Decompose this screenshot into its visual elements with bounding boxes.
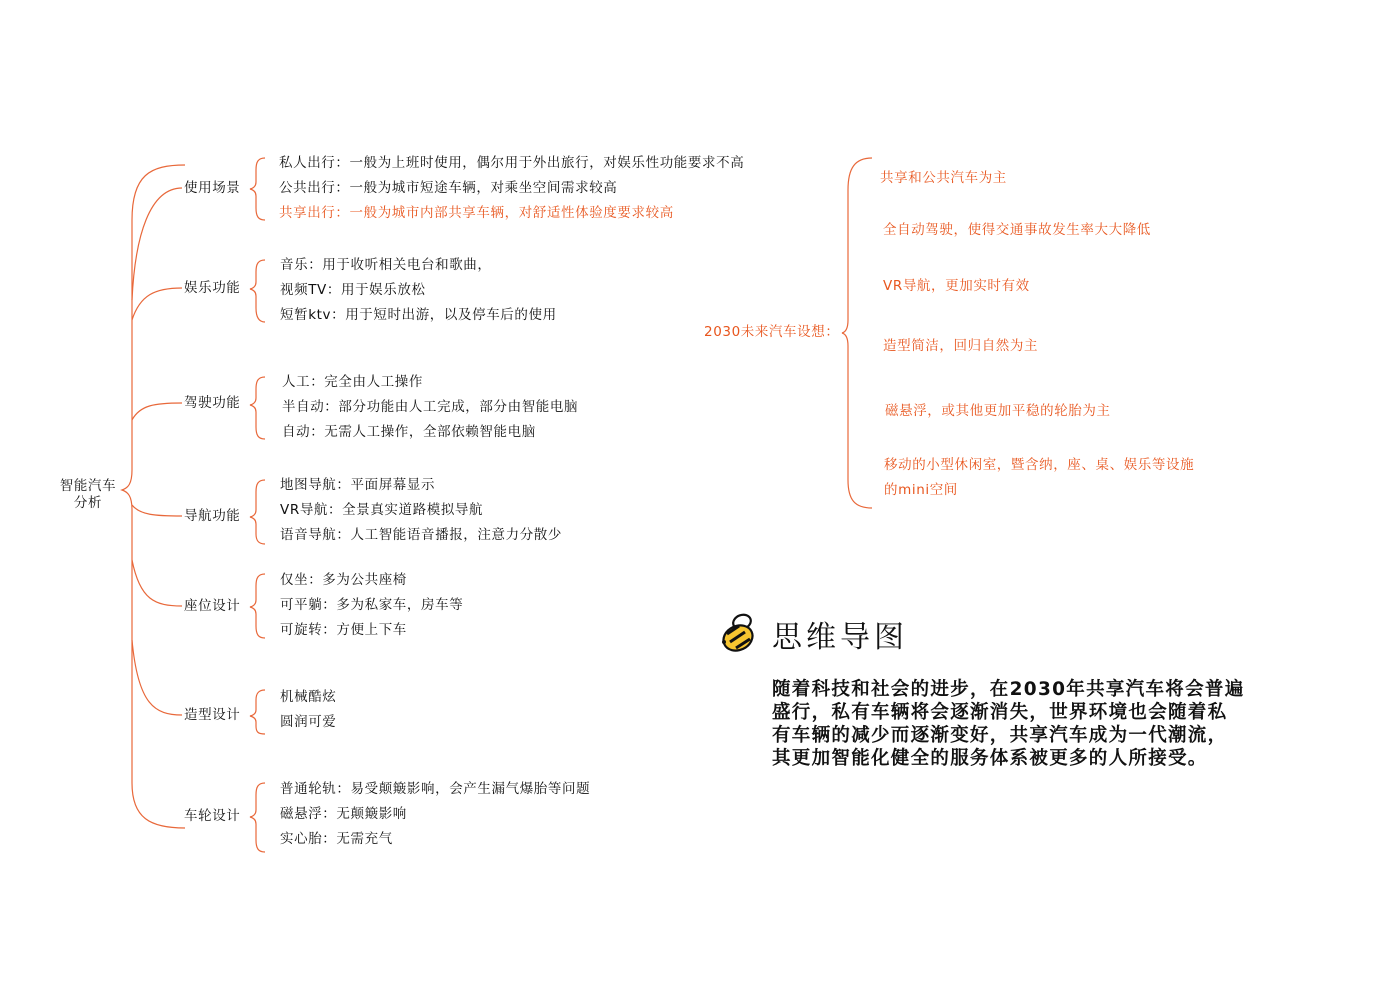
leaf-item[interactable]: 半自动：部分功能由人工完成，部分由智能电脑 <box>282 399 579 415</box>
leaf-item[interactable]: 可平躺：多为私家车，房车等 <box>280 597 464 613</box>
summary-line: 随着科技和社会的进步，在2030年共享汽车将会普遍 <box>772 679 1245 700</box>
brace-entertain <box>250 260 265 322</box>
category-seat[interactable]: 座位设计 <box>184 598 241 614</box>
leaf-item[interactable]: 圆润可爱 <box>280 714 337 730</box>
branch-drive <box>132 403 182 420</box>
leaf-item[interactable]: 视频TV：用于娱乐放松 <box>280 282 426 298</box>
leaf-item[interactable]: 可旋转：方便上下车 <box>280 622 407 638</box>
leaf-item-highlight[interactable]: 共享出行：一般为城市内部共享车辆，对舒适性体验度要求较高 <box>279 205 674 221</box>
leaf-item[interactable]: 私人出行：一般为上班时使用，偶尔用于外出旅行，对娱乐性功能要求不高 <box>279 155 745 171</box>
branch-scene <box>132 188 182 300</box>
root-line-1: 智能汽车 <box>59 478 117 494</box>
leaf-item[interactable]: VR导航：全景真实道路模拟导航 <box>280 502 484 518</box>
summary-line: 盛行，私有车辆将会逐渐消失，世界环境也会随着私 <box>772 702 1228 723</box>
leaf-item[interactable]: 普通轮轨：易受颠簸影响，会产生漏气爆胎等问题 <box>280 781 591 797</box>
leaf-item[interactable]: 机械酷炫 <box>280 689 337 705</box>
leaf-item[interactable]: 公共出行：一般为城市短途车辆，对乘坐空间需求较高 <box>279 180 618 196</box>
root-brace <box>122 165 185 828</box>
brand-header <box>718 612 908 656</box>
future-item[interactable]: VR导航，更加实时有效 <box>883 278 1030 294</box>
root-node[interactable] <box>52 478 124 512</box>
future-item[interactable]: 磁悬浮，或其他更加平稳的轮胎为主 <box>885 403 1111 419</box>
brace-future <box>842 158 872 508</box>
root-line-2: 分析 <box>73 495 103 511</box>
brace-nav <box>250 480 265 544</box>
category-driving[interactable]: 驾驶功能 <box>184 395 241 411</box>
leaf-item[interactable]: 实心胎：无需充气 <box>280 831 393 847</box>
leaf-item[interactable]: 地图导航：平面屏幕显示 <box>280 477 436 493</box>
brand-title: 思维导图 <box>772 620 908 655</box>
branch-shape <box>132 640 182 715</box>
brace-shape <box>250 690 265 734</box>
future-node[interactable]: 2030未来汽车设想： <box>704 324 840 340</box>
future-item[interactable]: 全自动驾驶，使得交通事故发生率大大降低 <box>883 222 1151 238</box>
category-shape[interactable]: 造型设计 <box>184 707 241 723</box>
future-item-continuation[interactable]: 的mini空间 <box>884 482 958 498</box>
leaf-item[interactable]: 人工：完全由人工操作 <box>282 374 423 390</box>
category-entertainment[interactable]: 娱乐功能 <box>184 280 241 296</box>
leaf-item[interactable]: 自动：无需人工操作，全部依赖智能电脑 <box>282 424 536 440</box>
bee-icon <box>718 612 758 656</box>
summary-line: 有车辆的减少而逐渐变好，共享汽车成为一代潮流， <box>772 725 1228 746</box>
brace-drive <box>250 377 265 439</box>
leaf-item[interactable]: 音乐：用于收听相关电台和歌曲， <box>280 257 492 273</box>
summary-line: 其更加智能化健全的服务体系被更多的人所接受。 <box>772 748 1208 769</box>
brace-seat <box>250 574 265 638</box>
leaf-item[interactable]: 短暂ktv：用于短时出游，以及停车后的使用 <box>280 307 557 323</box>
summary-paragraph <box>772 678 1312 770</box>
branch-nav <box>132 505 182 516</box>
branch-entertain <box>132 288 182 320</box>
leaf-item[interactable]: 磁悬浮：无颠簸影响 <box>280 806 407 822</box>
category-navigation[interactable]: 导航功能 <box>184 508 241 524</box>
leaf-item[interactable]: 仅坐：多为公共座椅 <box>280 572 407 588</box>
leaf-item[interactable]: 语音导航：人工智能语音播报，注意力分散少 <box>280 527 562 543</box>
brace-wheel <box>250 783 265 852</box>
brace-scene <box>250 158 265 220</box>
branch-seat <box>132 560 182 606</box>
future-item[interactable]: 移动的小型休闲室，暨含纳，座、桌、娱乐等设施 <box>884 457 1195 473</box>
future-item[interactable]: 造型简洁，回归自然为主 <box>883 338 1039 354</box>
category-usage[interactable]: 使用场景 <box>184 180 241 196</box>
future-item[interactable]: 共享和公共汽车为主 <box>880 170 1007 186</box>
category-wheel[interactable]: 车轮设计 <box>184 808 241 824</box>
